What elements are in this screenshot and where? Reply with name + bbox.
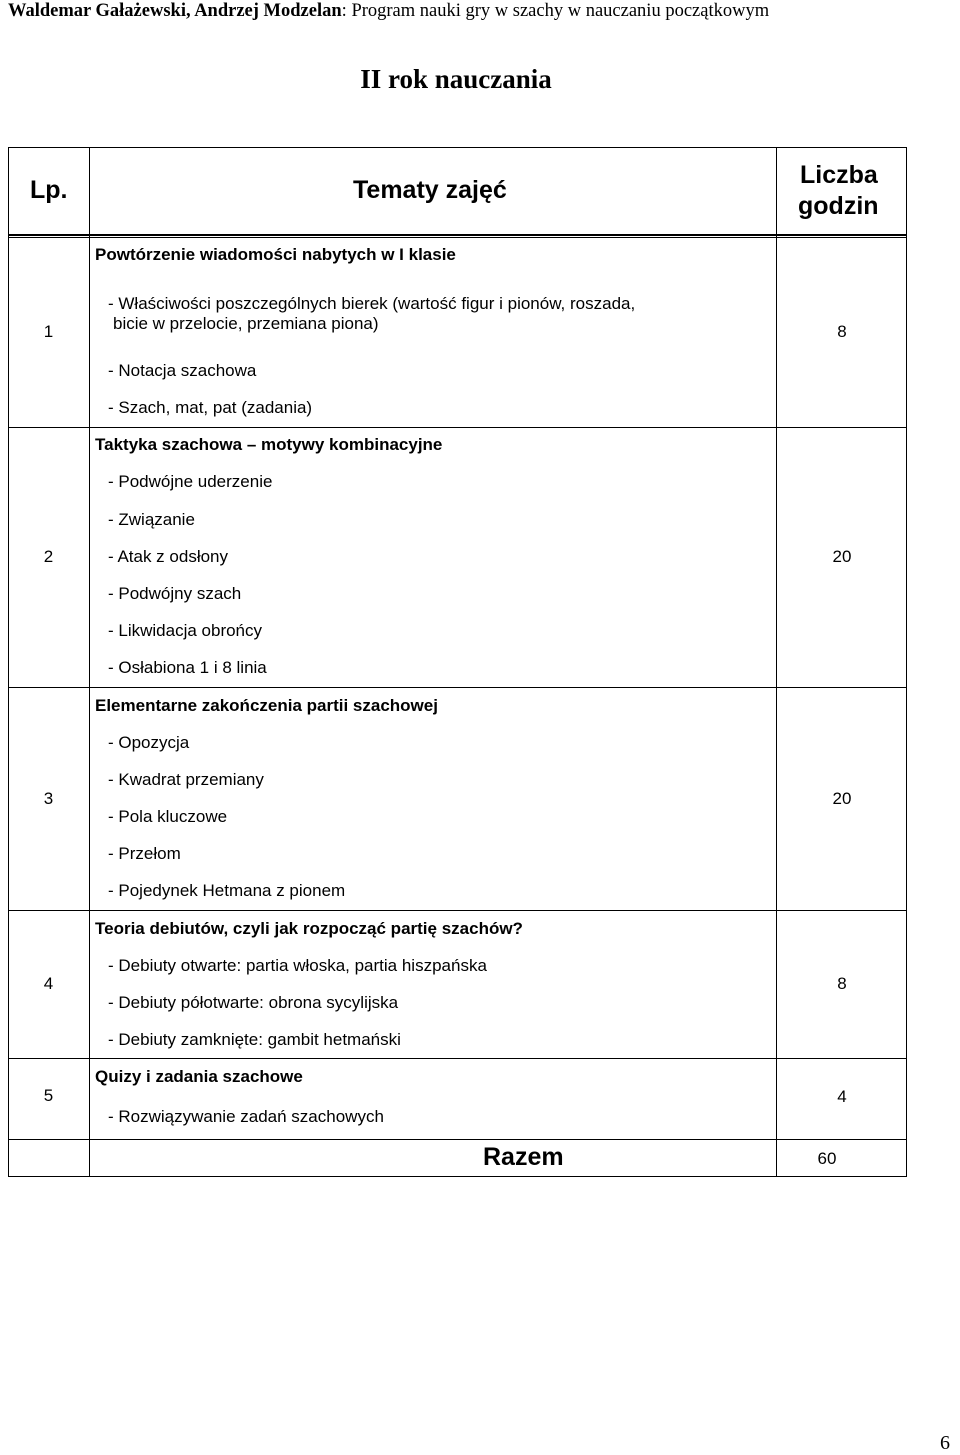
row-item: - Osłabiona 1 i 8 linia	[108, 658, 267, 677]
row-heading: Quizy i zadania szachowe	[95, 1067, 303, 1086]
page-number: 6	[940, 1432, 950, 1454]
row-item: - Przełom	[108, 844, 181, 863]
running-header-title: Program nauki gry w szachy w nauczaniu początkowym	[346, 1, 770, 21]
column-header-lp: Lp.	[30, 176, 68, 204]
row-number: 1	[43, 322, 54, 341]
row-item: - Właściwości poszczególnych bierek (wartość figur i pionów, roszada,	[108, 294, 636, 313]
column-divider-hours	[776, 147, 777, 1177]
row-item: - Likwidacja obrońcy	[108, 621, 263, 640]
header-divider-second	[8, 237, 907, 238]
row-number: 2	[43, 547, 54, 566]
page-title: II rok nauczania	[360, 64, 552, 94]
row-item: - Związanie	[108, 510, 195, 529]
total-hours: 60	[817, 1149, 837, 1168]
row-item: - Opozycja	[108, 733, 190, 752]
column-header-hours-line1: Liczba	[800, 161, 878, 189]
row-heading: Taktyka szachowa – motywy kombinacyjne	[95, 435, 443, 454]
row-divider	[8, 910, 907, 911]
running-header-separator: :	[341, 1, 347, 21]
running-header	[8, 0, 958, 22]
row-heading: Teoria debiutów, czyli jak rozpocząć partię szachów?	[95, 919, 523, 938]
row-number: 4	[43, 974, 54, 993]
running-header-authors: Waldemar Gałażewski, Andrzej Modzelan	[8, 1, 342, 21]
row-item: - Debiuty zamknięte: gambit hetmański	[108, 1030, 401, 1049]
row-item: - Pojedynek Hetmana z pionem	[108, 881, 346, 900]
row-hours: 8	[837, 322, 847, 341]
row-item: bicie w przelocie, przemiana piona)	[113, 314, 379, 333]
row-hours: 20	[832, 789, 852, 808]
row-item: - Rozwiązywanie zadań szachowych	[108, 1107, 384, 1126]
row-item: - Podwójny szach	[108, 584, 242, 603]
row-item: - Kwadrat przemiany	[108, 770, 264, 789]
row-number: 3	[43, 789, 54, 808]
row-item: - Debiuty półotwarte: obrona sycylijska	[108, 993, 399, 1012]
row-item: - Atak z odsłony	[108, 547, 229, 566]
row-item: - Notacja szachowa	[108, 361, 257, 380]
total-label: Razem	[483, 1143, 564, 1171]
row-item: - Podwójne uderzenie	[108, 472, 273, 491]
row-hours: 4	[837, 1087, 847, 1106]
row-divider	[8, 687, 907, 688]
row-heading: Elementarne zakończenia partii szachowej	[95, 696, 438, 715]
row-heading: Powtórzenie wiadomości nabytych w I klasie	[95, 245, 456, 264]
row-hours: 20	[832, 547, 852, 566]
row-divider	[8, 427, 907, 428]
header-divider	[8, 234, 907, 236]
column-header-hours-line2: godzin	[798, 192, 879, 220]
row-item: - Szach, mat, pat (zadania)	[108, 398, 313, 417]
row-number: 5	[43, 1086, 54, 1105]
column-divider-lp	[89, 147, 90, 1177]
row-divider	[8, 1058, 907, 1059]
row-hours: 8	[837, 974, 847, 993]
row-divider	[8, 1139, 907, 1140]
row-item: - Debiuty otwarte: partia włoska, partia hiszpańska	[108, 956, 487, 975]
row-item: - Pola kluczowe	[108, 807, 228, 826]
column-header-topics: Tematy zajęć	[353, 176, 507, 204]
